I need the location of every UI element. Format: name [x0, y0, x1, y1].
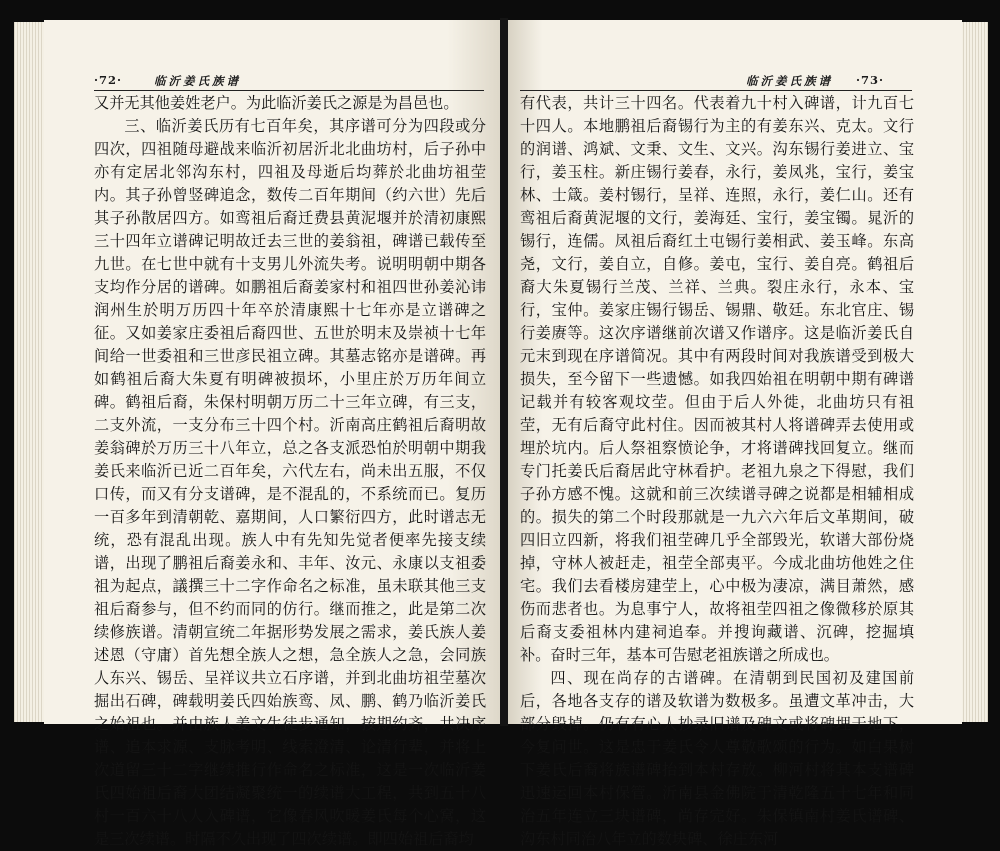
left-page-number: ·72·	[94, 73, 123, 87]
header-rule	[94, 90, 484, 91]
paragraph: 三、临沂姜氏历有七百年矣，其序谱可分为四段或分四次，四祖随母避战来临沂初居沂北北曲坊村，后子孙中亦有定居北邻沟东村，四祖及母逝后均葬於北曲坊祖茔内。其子孙曾竖碑追念，数传二百年期间（约六世）先后其子孙散居四方。如鸾祖后裔迁费县黄泥堰并於清初康熙三十四年立谱碑记明故迁去三世的姜翁祖，碑谱已载传至九世。在七世中就有十支男儿外流失考。说明明朝中期各支均作分居的谱碑。如鹏祖后裔姜家村和祖四世孙姜沁讳润州生於明万历四十年卒於清康熙十七年亦是立谱碑之征。又如姜家庄委祖后裔四世、五世於明末及崇祯十七年间给一世委祖和三世彦民祖立碑。其墓志铭亦是谱碑。再如鹤祖后裔大朱夏有明碑被损坏，小里庄於万历年间立碑。鹤祖后裔，朱保村明朝万历二十三年立碑，有三支，二支外流，一支分布三十四个村。沂南高庄鹤祖后裔明故姜翁碑於万历三十八年立，总之各支派恐怕於明朝中期我姜氏来临沂已近二百年矣，六代左右，尚未出五服，不仅口传，而又有分支谱碑，是不混乱的，不系统而已。复历一百多年到清朝乾、嘉期间，人口繁衍四方，此时谱志无统，恐有混乱出现。族人中有先知先觉者便率先接支续谱，出现了鹏祖后裔姜永和、丰年、汝元、永康以支祖委祖为起点，議撰三十二字作命名之标准，虽未联其他三支祖后裔参与，但不约而同的仿行。继而推之，此是第二次续修族谱。清朝宣统二年据形势发展之需求，姜氏族人姜述恩（守庸）首先想全族人之想，急全族人之急，会同族人东兴、锡岳、呈祥议共立石序谱，并到北曲坊祖茔墓次掘出石碑，碑载明姜氏四始族鸾、凤、鹏、鹤乃临沂姜氏之始祖也。并由族人姜文生徒步通知，按期约齐，共决序谱、追本求源、支脉考明、线索澄清、论清行辈，并将上次道留三十二字继续推行作命名之标准，这是一次临沂姜氏四始祖后裔大团结凝聚统一的续谱大工程，共到五十八村一百六十八人入碑谱，它像春风吹暖姜氏每个心窝，这是三次续谱。时隔不久出现了四次续谱。即四始祖后裔均	[94, 117, 486, 848]
right-page	[506, 20, 962, 848]
right-running-title: 临沂姜氏族谱	[746, 74, 833, 88]
left-page-edges	[14, 22, 48, 722]
header-rule	[520, 90, 912, 91]
paragraph: 四、现在尚存的古谱碑。在清朝到民国初及建国前后，各地各支存的谱及软谱为数极多。虽遭文革冲击，大部分毁掉。仍有有心人抄录旧谱及碑文或将碑埋于地下，今复问世。这是忠于姜氏令人尊敬歌颂的行为。如白果树下姜氏后裔将族谱碑抬到本村存放。柳河村将其本支谱碑迅速运回本村保管。沂南县金佛院于清乾隆五十七年和同治五年连立三块谱碑，尚存完好。朱保镇南村姜氏谱碑、沟东村同治八年立的数块碑、徐庄东河	[520, 669, 914, 848]
right-page-edges	[958, 22, 988, 722]
left-page-text	[94, 92, 486, 851]
right-page-number: ·73·	[856, 73, 885, 87]
right-running-header	[520, 70, 912, 90]
right-page-text	[520, 92, 914, 851]
left-page	[44, 20, 502, 848]
paragraph: 又并无其他姜姓老户。为此临沂姜氏之源是为昌邑也。	[94, 94, 459, 112]
paragraph: 有代表，共计三十四名。代表着九十村入碑谱，计九百七十四人。本地鹏祖后裔锡行为主的有姜东兴、克太。文行的润谱、鸿斌、文秉、文生、文兴。沟东锡行姜进立、宝行，姜玉柱。新庄锡行姜春，永行，姜凤兆，宝行，姜宝林、士箴。姜村锡行，呈祥、连照，永行，姜仁山。还有鸾祖后裔黄泥堰的文行，姜海廷、宝行，姜宝镯。晁沂的锡行，连儒。凤祖后裔红土屯锡行姜相武、姜玉峰。东高尧，文行，姜自立，自修。姜屯，宝行、姜自亮。鹤祖后裔大朱夏锡行兰茂、兰祥、兰典。裂庄永行，永本、宝行，宝仲。姜家庄锡行锡岳、锡鼎、敬廷。东北官庄、锡行姜赓等。这次序谱继前次谱又作谱序。这是临沂姜氏自元末到现在序谱简况。其中有两段时间对我族谱受到极大损失，至今留下一些遗憾。如我四始祖在明朝中期有碑谱记载并有较客观坟茔。但由于后人外徙，北曲坊只有祖茔，无有后裔守此村住。因而被其村人将谱碑弄去使用或埋於坑内。后人祭祖察愤论争，才将谱碑找回复立。继而专门托姜氏后裔居此守林看护。老祖九泉之下得慰，我们子孙方感不愧。这就和前三次续谱寻碑之说都是相辅相成的。损失的第二个时段那就是一九六六年后文革期间，破四旧立四新，将我们祖茔碑几乎全部毁光，软谱大部份烧掉，守林人被赶走，祖茔全部夷平。今成北曲坊他姓之住宅。我们去看楼房建茔上，心中极为凄凉，满目萧然，感伤而悲者也。为息事宁人，故将祖茔四祖之像微移於原其后裔支委祖林内建祠追奉。并搜询藏谱、沉碑，挖掘填补。奋时三年，基本可告慰老祖族谱之所成也。	[520, 94, 914, 664]
book-spine	[500, 18, 508, 726]
left-running-header	[94, 70, 484, 90]
left-running-title: 临沂姜氏族谱	[154, 74, 241, 88]
